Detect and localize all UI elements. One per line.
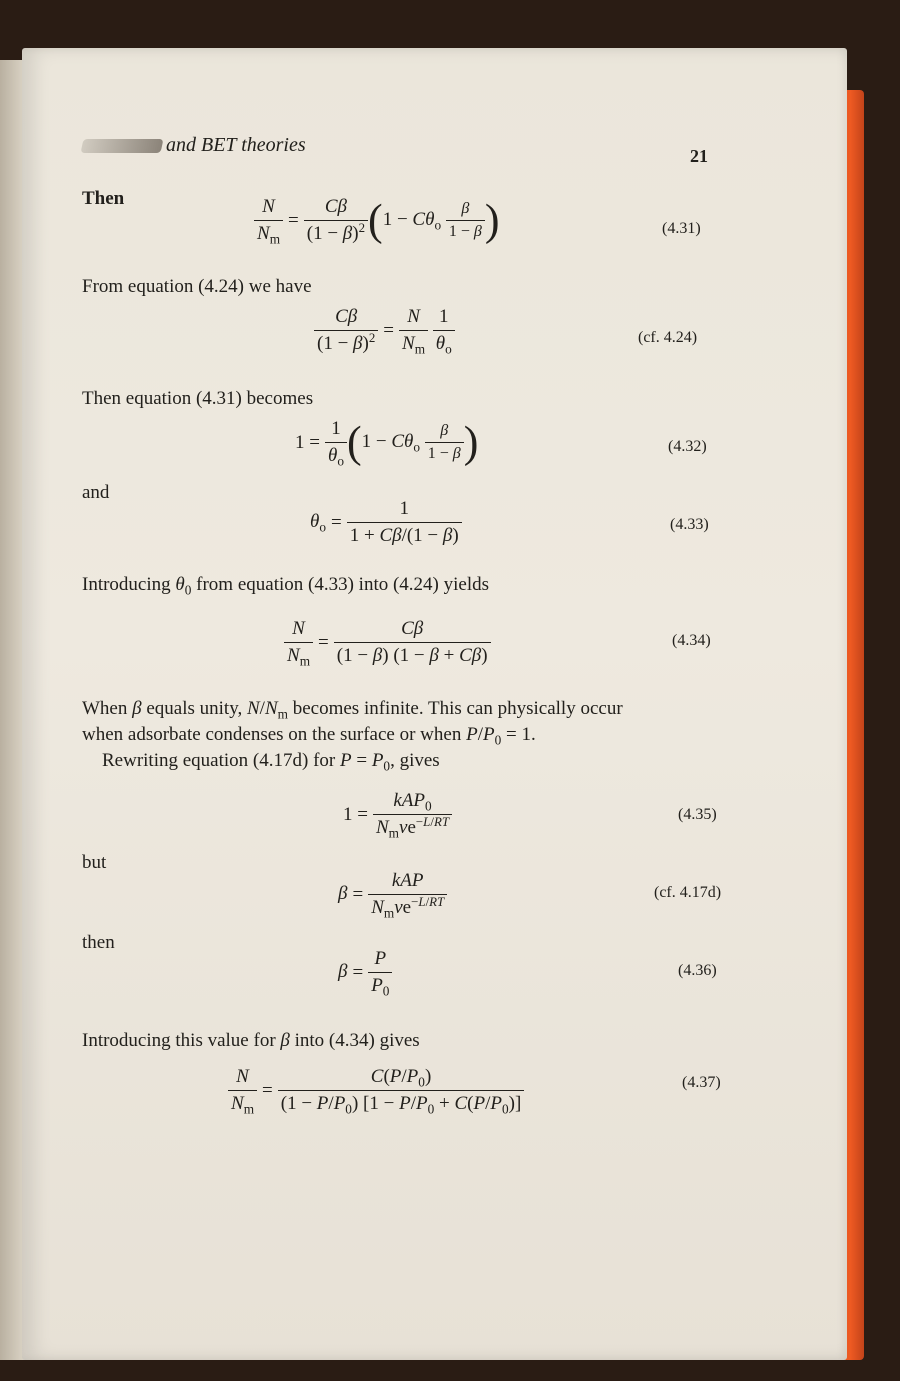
word-then-2: then bbox=[82, 932, 115, 953]
equation-4-31: $\frac{N}{N_m}$ = $\frac{C\beta}{(1 - \beta)^2}$ ($1 - C\theta_o$ $\frac{\beta}{1 - \beta}$ ) bbox=[254, 196, 500, 245]
equation-4-34: $\frac{N}{N_m}$ = $\frac{C\beta}{(1 - \beta) (1 - \beta + C\beta)}$ bbox=[284, 618, 491, 667]
equation-number-4-36: (4.36) bbox=[678, 962, 717, 979]
text-then-equation: Then equation (4.31) becomes bbox=[82, 388, 314, 409]
equation-4-33: $\theta_o$ = $\frac{1}{1 + C\beta/(1 - \beta)}$ bbox=[310, 498, 462, 547]
equation-cf-4-17d: β = $\frac{\text{kAP}}{N_m\nu e^{-L/RT}}$ bbox=[338, 870, 447, 919]
text-beta-unity-line1: When β equals unity, $N/N_m$ becomes infinite. This can physically occur bbox=[82, 698, 623, 722]
book-page bbox=[22, 48, 847, 1360]
equation-4-32: 1 = $\frac{1}{\theta_o}$ ($1 - C\theta_o$ $\frac{\beta}{1 - \beta}$ ) bbox=[295, 417, 479, 469]
text-from-equation: From equation (4.24) we have bbox=[82, 276, 312, 297]
equation-number-4-35: (4.35) bbox=[678, 806, 717, 823]
equation-4-37: $\frac{N}{N_m}$ = $\frac{C(P/P_0)}{(1 - P/P_0) [1 - P/P_0 + C(P/P_0)]}$ bbox=[228, 1066, 524, 1115]
page-number: 21 bbox=[690, 146, 708, 166]
text-rewriting: Rewriting equation (4.17d) for $P = P_0$, gives bbox=[102, 750, 440, 774]
equation-number-cf-4-24: (cf. 4.24) bbox=[638, 329, 698, 346]
text-introducing-beta: Introducing this value for β into (4.34) gives bbox=[82, 1030, 420, 1051]
equation-number-4-34: (4.34) bbox=[672, 632, 711, 649]
word-and: and bbox=[82, 482, 110, 503]
text-introducing-theta: Introducing $\theta_0$ from equation (4.33) into (4.24) yields bbox=[82, 574, 490, 598]
equation-number-4-37: (4.37) bbox=[682, 1074, 721, 1091]
word-then: Then bbox=[82, 188, 125, 209]
equation-number-cf-4-17d: (cf. 4.17d) bbox=[654, 884, 722, 901]
word-but: but bbox=[82, 852, 107, 873]
running-header: and BET theories bbox=[82, 134, 306, 157]
equation-4-36: β = $\frac{P}{P_0}$ bbox=[338, 948, 392, 997]
equation-4-35: 1 = $\frac{kAP_0}{N_m\nu e^{-L/RT}}$ bbox=[338, 790, 452, 839]
equation-number-4-31: (4.31) bbox=[662, 220, 701, 237]
faded-header-word bbox=[81, 139, 164, 153]
equation-number-4-33: (4.33) bbox=[670, 516, 709, 533]
equation-cf-4-24: $\frac{C\beta}{(1 - \beta)^2}$ = $\frac{N}{N_m}$ $\frac{1}{\theta_o}$ bbox=[314, 306, 455, 355]
text-beta-unity-line2: when adsorbate condenses on the surface or when $P/P_0 = 1$. bbox=[82, 724, 536, 748]
equation-number-4-32: (4.32) bbox=[668, 438, 707, 455]
